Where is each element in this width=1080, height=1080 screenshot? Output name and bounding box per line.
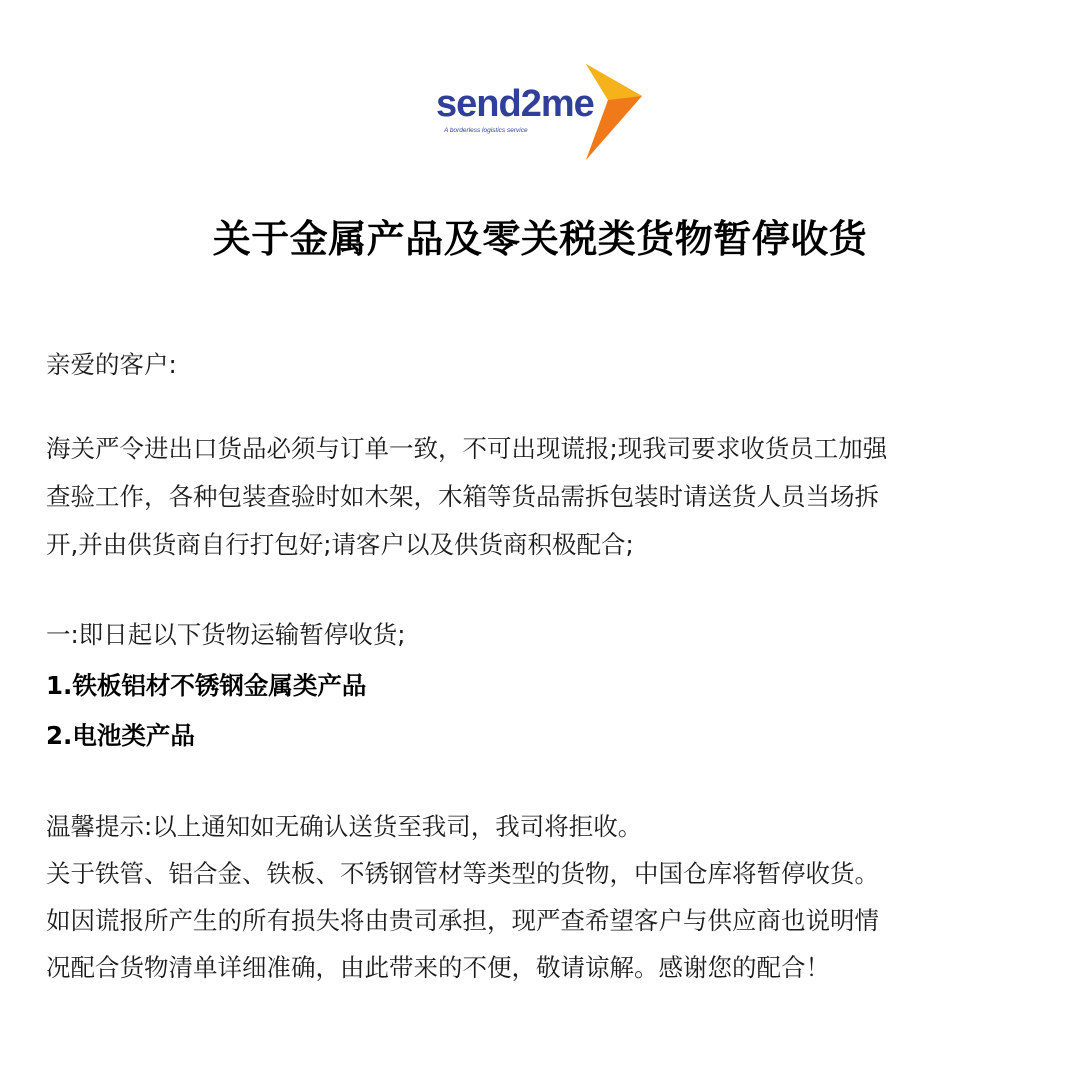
logo-arrow-icon: [436, 60, 650, 164]
paragraph1-line-1: 海关严令进出口货品必须与订单一致，不可出现谎报;现我司要求收货员工加强: [46, 434, 888, 463]
suspended-item-2: 2.电池类产品: [46, 721, 195, 750]
logo-wordmark: send2me: [436, 83, 594, 125]
logo-tagline: A borderless logistics service: [444, 127, 528, 134]
send2me-logo: [436, 60, 650, 164]
paragraph1-line-3: 开,并由供货商自行打包好;请客户以及供货商积极配合;: [46, 530, 634, 559]
suspension-heading: 一:即日起以下货物运输暂停收货;: [46, 620, 406, 649]
notice-line-1: 温馨提示:以上通知如无确认送货至我司，我司将拒收。: [46, 812, 643, 841]
suspended-item-1: 1.铁板铝材不锈钢金属类产品: [46, 671, 367, 700]
notice-line-3: 如因谎报所产生的所有损失将由贵司承担，现严查希望客户与供应商也说明情: [46, 906, 879, 935]
notice-line-2: 关于铁管、铝合金、铁板、不锈钢管材等类型的货物，中国仓库将暂停收货。: [46, 859, 879, 888]
greeting: 亲爱的客户:: [46, 350, 177, 379]
notice-line-4: 况配合货物清单详细准确，由此带来的不便，敬请谅解。感谢您的配合！: [46, 953, 830, 982]
notice-title: 关于金属产品及零关税类货物暂停收货: [212, 217, 868, 261]
paragraph1-line-2: 查验工作，各种包装查验时如木架，木箱等货品需拆包装时请送货人员当场拆: [46, 482, 879, 511]
